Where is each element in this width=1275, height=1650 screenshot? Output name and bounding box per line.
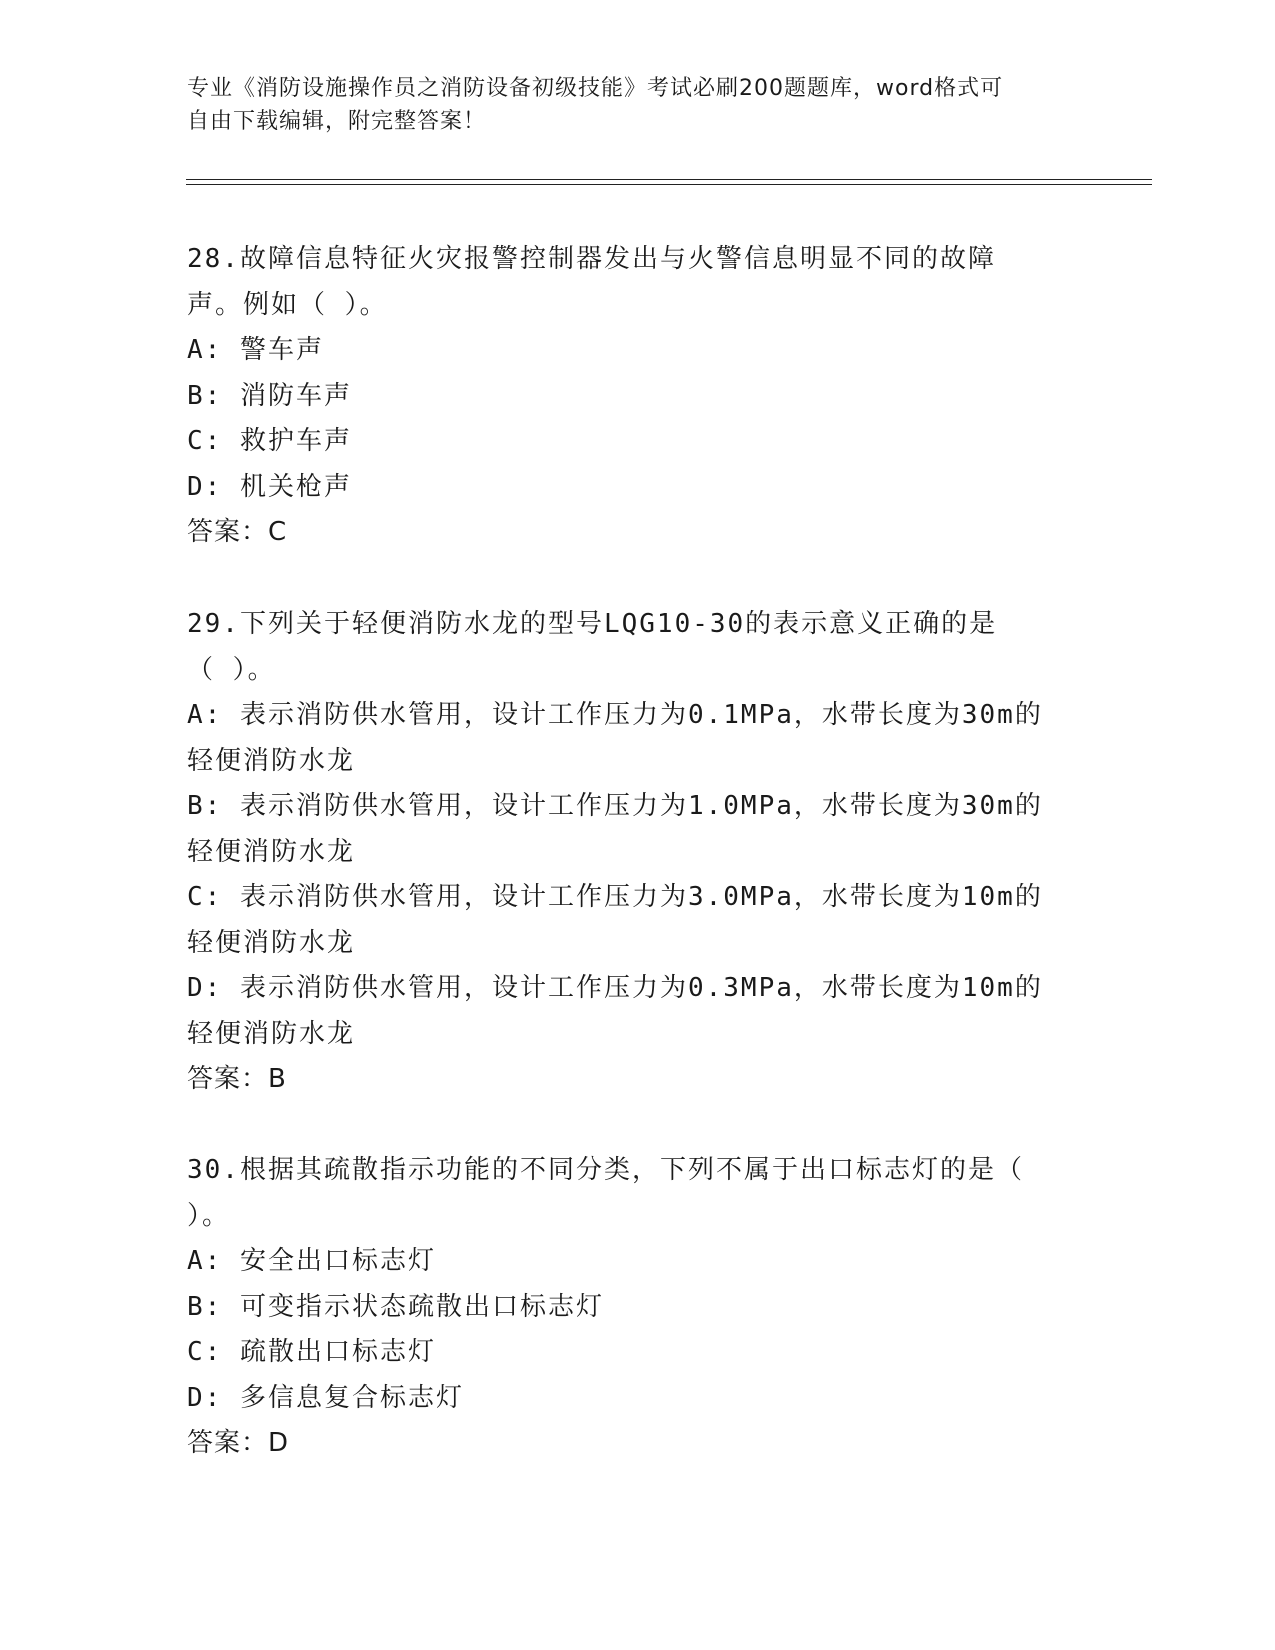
option-a: A: 安全出口标志灯: [187, 1246, 436, 1276]
option-d: D: 表示消防供水管用，设计工作压力为0.3MPa，水带长度为10m的轻便消防水龙: [187, 973, 1043, 1049]
option-c: C: 救护车声: [187, 426, 352, 456]
answer-label: 答案：C: [187, 517, 288, 547]
option-a: A: 表示消防供水管用，设计工作压力为0.1MPa，水带长度为30m的轻便消防水龙: [187, 700, 1043, 776]
question-text: 29.下列关于轻便消防水龙的型号LQG10-30的表示意义正确的是（ ）。: [187, 609, 998, 685]
question-text: 28.故障信息特征火灾报警控制器发出与火警信息明显不同的故障声。例如（ ）。: [187, 244, 996, 320]
header-line-1: 专业《消防设施操作员之消防设备初级技能》考试必刷200题题库，word格式可: [187, 76, 1004, 101]
question-30: [187, 1148, 1087, 1467]
question-29: [187, 602, 1087, 1103]
option-c: C: 疏散出口标志灯: [187, 1337, 436, 1367]
answer-label: 答案：D: [187, 1428, 290, 1458]
answer-label: 答案：B: [187, 1064, 287, 1094]
document-header: [187, 72, 1067, 138]
question-28: [187, 237, 1087, 556]
header-divider-bottom: [186, 184, 1152, 185]
option-c: C: 表示消防供水管用，设计工作压力为3.0MPa，水带长度为10m的轻便消防水龙: [187, 882, 1043, 958]
option-b: B: 消防车声: [187, 380, 352, 411]
option-d: D: 多信息复合标志灯: [187, 1382, 464, 1413]
option-b: B: 可变指示状态疏散出口标志灯: [187, 1291, 604, 1322]
option-d: D: 机关枪声: [187, 471, 352, 502]
option-b: B: 表示消防供水管用，设计工作压力为1.0MPa，水带长度为30m的轻便消防水龙: [187, 791, 1043, 867]
question-text: 30.根据其疏散指示功能的不同分类，下列不属于出口标志灯的是（ ）。: [187, 1155, 1024, 1231]
option-a: A: 警车声: [187, 335, 324, 365]
header-divider-top: [186, 179, 1152, 180]
header-line-2: 自由下载编辑，附完整答案！: [187, 109, 487, 134]
